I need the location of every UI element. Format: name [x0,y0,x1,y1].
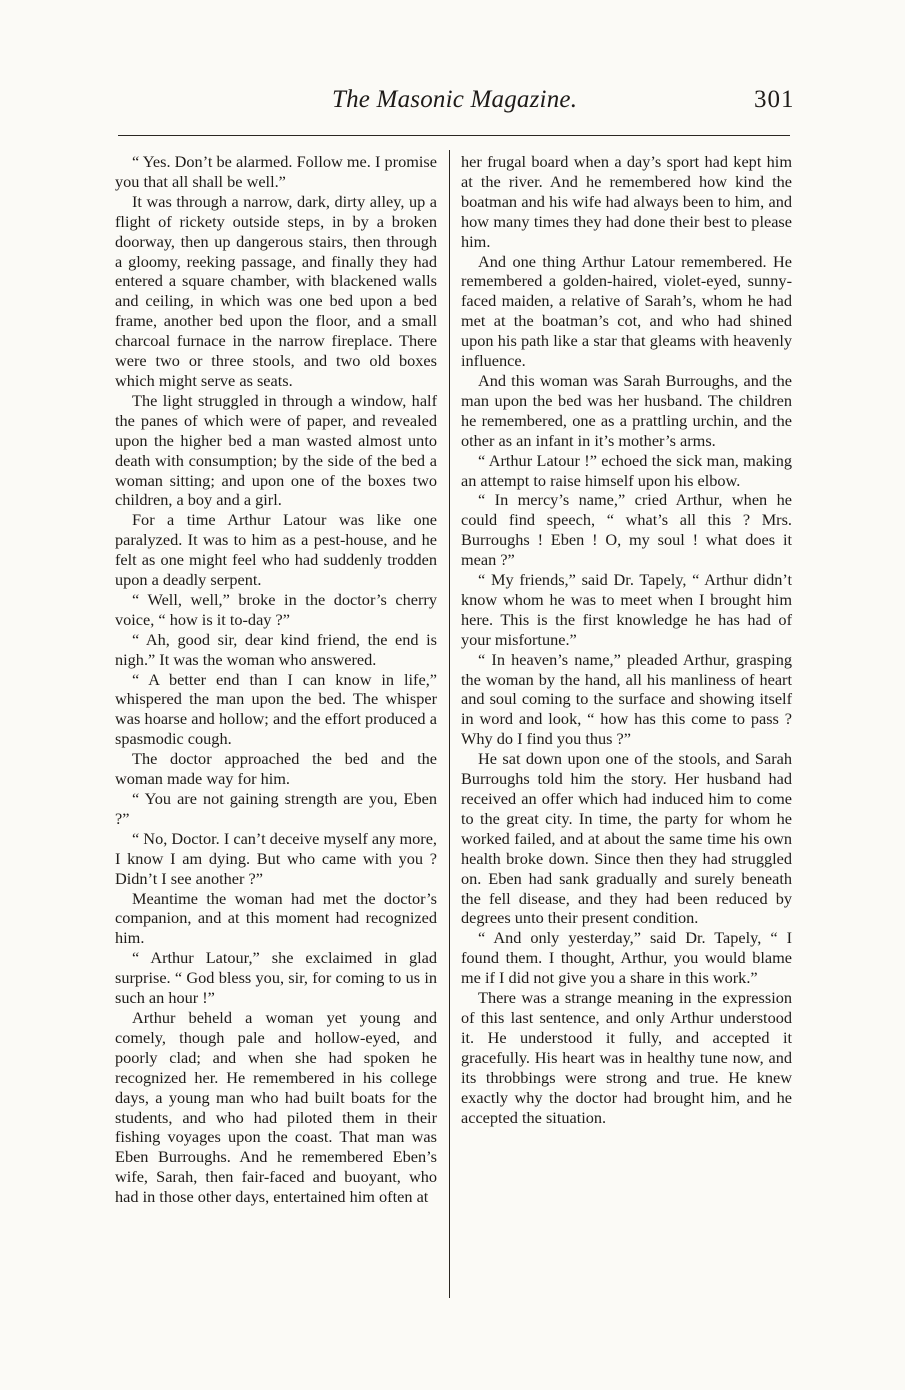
header-rule [118,135,790,136]
column-divider [449,150,450,1298]
magazine-title: The Masonic Magazine. [332,86,578,113]
paragraph: The doctor approached the bed and the woman made way for him. [115,749,437,789]
paragraph: There was a strange meaning in the expression of this last sentence, and only Arthur understood it. He understood it fully, and accepted it gracefully. His heart was in healthy tune now, and its throbbings were strong and true. He knew exactly why the doctor had brought him, and he accepted the situation. [461,988,792,1127]
paragraph: “ No, Doctor. I can’t deceive myself any more, I know I am dying. But who came with you ? Didn’t I see another ?” [115,828,437,888]
paragraph: “ In mercy’s name,” cried Arthur, when he could find speech, “ what’s all this ? Mrs. Burroughs ! Eben ! O, my soul ! what does it mean ?” [461,490,792,570]
paragraph: The light struggled in through a window, half the panes of which were of paper, and revealed upon the higher bed a man wasted almost unto death with consumption; by the side of the bed a woman sitting; and upon one of the boxes two children, a boy and a girl. [115,390,437,510]
paragraph: For a time Arthur Latour was like one paralyzed. It was to him as a pest-house, and he felt as one might feel who had suddenly trodden upon a deadly serpent. [115,510,437,590]
paragraph: “ Yes. Don’t be alarmed. Follow me. I promise you that all shall be well.” [115,152,437,191]
paragraph: Arthur beheld a woman yet young and comely, though pale and hollow-eyed, and poorly clad; and when she had spoken he recognized her. He remembered in his college days, a young man who had built boats for the students, and who had piloted them in their fishing voyages upon the coast. That man was Eben Burroughs. And he remembered Eben’s wife, Sarah, then fair-faced and buoyant, who had in those other days, entertained him often at [115,1007,437,1207]
paragraph: And one thing Arthur Latour remembered. He remembered a golden-haired, violet-eyed, sunny-faced maiden, a relative of Sarah’s, whom he had met at the boatman’s cot, and who had shined upon his path like a star that gleams with heavenly influence. [461,251,792,371]
paragraph: Meantime the woman had met the doctor’s companion, and at this moment had recognized him. [115,888,437,948]
left-column [115,152,437,1207]
paragraph: her frugal board when a day’s sport had kept him at the river. And he remembered how kind the boatman and his wife had always been to him, and how many times they had done their best to please him. [461,152,792,251]
running-header [0,86,905,126]
paragraph: It was through a narrow, dark, dirty alley, up a flight of rickety outside steps, in by a broken doorway, then up dangerous stairs, then through a gloomy, reeking passage, and finally they had entered a square chamber, with blackened walls and ceiling, in which was one bed upon a bed frame, another bed upon the floor, and a small charcoal furnace in the narrow fireplace. There were two or three stools, and two old boxes which might serve as seats. [115,191,437,390]
paragraph: “ You are not gaining strength are you, Eben ?” [115,789,437,828]
paragraph: “ Arthur Latour !” echoed the sick man, making an attempt to raise himself upon his elbow. [461,450,792,490]
paragraph: “ Ah, good sir, dear kind friend, the end is nigh.” It was the woman who answered. [115,629,437,669]
page-number: 301 [754,86,795,113]
paragraph: And this woman was Sarah Burroughs, and the man upon the bed was her husband. The children he remembered, one as a prattling urchin, and the other as an infant in it’s mother’s arms. [461,370,792,450]
right-column [461,152,792,1127]
paragraph: “ My friends,” said Dr. Tapely, “ Arthur didn’t know whom he was to meet when I brought him here. This is the first knowledge he has had of your misfortune.” [461,570,792,649]
paragraph: “ In heaven’s name,” pleaded Arthur, grasping the woman by the hand, all his manliness of heart and soul coming to the surface and showing itself in word and look, “ how has this come to pass ? Why do I find you thus ?” [461,649,792,749]
paragraph: “ Arthur Latour,” she exclaimed in glad surprise. “ God bless you, sir, for coming to us in such an hour !” [115,948,437,1008]
paragraph: He sat down upon one of the stools, and Sarah Burroughs told him the story. Her husband had received an offer which had induced him to come to the great city. In time, the party for whom he worked failed, and at about the same time his own health broke down. Since then they had struggled on. Eben had sank gradually and surely beneath the fell disease, and they had been reduced by degrees unto their present condition. [461,749,792,928]
paragraph: “ Well, well,” broke in the doctor’s cherry voice, “ how is it to-day ?” [115,589,437,629]
paragraph: “ And only yesterday,” said Dr. Tapely, “ I found them. I thought, Arthur, you would blame me if I did not give you a share in this work.” [461,928,792,988]
paragraph: “ A better end than I can know in life,” whispered the man upon the bed. The whisper was hoarse and hollow; and the effort produced a spasmodic cough. [115,669,437,749]
